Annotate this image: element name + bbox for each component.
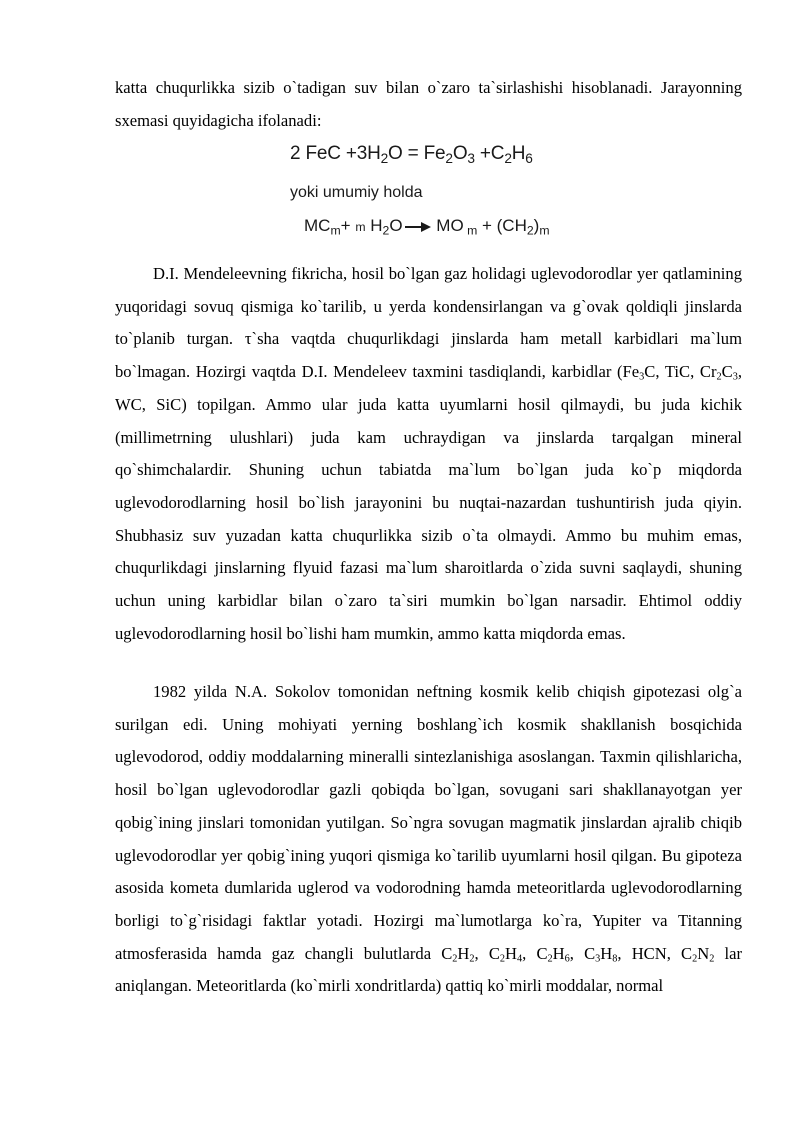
paragraph-1 <box>115 72 742 137</box>
formula-general-reaction: $MC_m+ m$ $H_2O$ MO $_m + (CH_2)_m$ <box>304 216 550 238</box>
paragraph-1-text: katta chuqurlikka sizib o`tadigan suv bilan o`zaro ta`sirlashishi hisoblanadi. Jarayonning sxemasi quyidagicha ifolanadi: <box>115 78 742 130</box>
paragraph-2 <box>115 258 742 650</box>
paragraph-3 <box>115 676 742 1003</box>
formula-caption: yoki umumiy holda <box>290 184 423 201</box>
paragraph-2-text: D.I. Mendeleevning fikricha, hosil bo`lgan gaz holidagi uglevodorodlar yer qatlamining yuqoridagi sovuq qismiga ko`tarilib, u yerda kondensirlangan va g`ovak qoldiqli jinslarda to`planib turgan. τ`sha vaqtda chuqurlikdagi jinslarda ham metall karbidlari ma`lum bo`lmagan. Hozirgi vaqtda D.I. Mendeleev taxmini tasdiqlandi, karbidlar ($Fe_3C$, TiC, $Cr_2C_3$, WC, SiC) topilgan. Ammo ular juda katta uyumlarni hosil qilmaydi, bu juda kichik (millimetrning ulushlari) juda kam uchraydigan va jinslarda tarqalgan mineral qo`shimchalardir. Shuning uchun tabiatda ma`lum bo`lgan juda ko`p miqdorda uglevodorodlarning hosil bo`lish jarayonini bu nuqtai-nazardan tushuntirish juda qiyin. Shubhasiz suv yuzadan katta chuqurlikka sizib o`ta olmaydi. Ammo bu muhim emas, chuqurlikdagi jinslarning flyuid fazasi ma`lum sharoitlarda o`zida suvni saqlaydi, shuning uchun uning karbidlar bilan o`zaro ta`siri mumkin bo`lgan narsadir. Ehtimol oddiy uglevodorodlarning hosil bo`lishi ham mumkin, ammo katta miqdorda emas. <box>115 264 742 643</box>
formula-iron-carbide-reaction: 2 FeC $+3H_2O = Fe_2O_3 +C_2H_6$ <box>290 143 533 167</box>
reaction-arrow-icon <box>405 222 431 232</box>
paragraph-3-text: 1982 yilda N.A. Sokolov tomonidan neftning kosmik kelib chiqish gipotezasi olg`a surilgan edi. Uning mohiyati yerning boshlang`ich kosmik shakllanish bosqichida uglevodorod, oddiy moddalarning mineralli sintezlanishiga asoslangan. Taxmin qilishlaricha, hosil bo`lgan uglevodorodlar gazli qobiqda bo`lgan, sovugani sari shakllanayotgan yer qobig`ining jinslari tomonidan yutilgan. So`ngra sovugan magmatik jinslardan ajralib chiqib uglevodorodlar yer qobig`ining yuqori qismiga ko`tarilib uyumlarni hosil qilgan. Bu gipoteza asosida kometa dumlarida uglerod va vodorodning hamda meteoritlarda uglevodorodlarning borligi to`g`risidagi faktlar yotadi. Hozirgi ma`lumotlarga ko`ra, Yupiter va Titanning atmosferasida hamda gaz changli bulutlarda $C_2H_2$, $C_2H_4$, $C_2H_6$, $C_3H_8$, HCN, $C_2N_2$ lar aniqlangan. Meteoritlarda (ko`mirli xondritlarda) qattiq ko`mirli moddalar, normal <box>115 682 742 996</box>
reaction-scheme-figure <box>288 140 578 250</box>
